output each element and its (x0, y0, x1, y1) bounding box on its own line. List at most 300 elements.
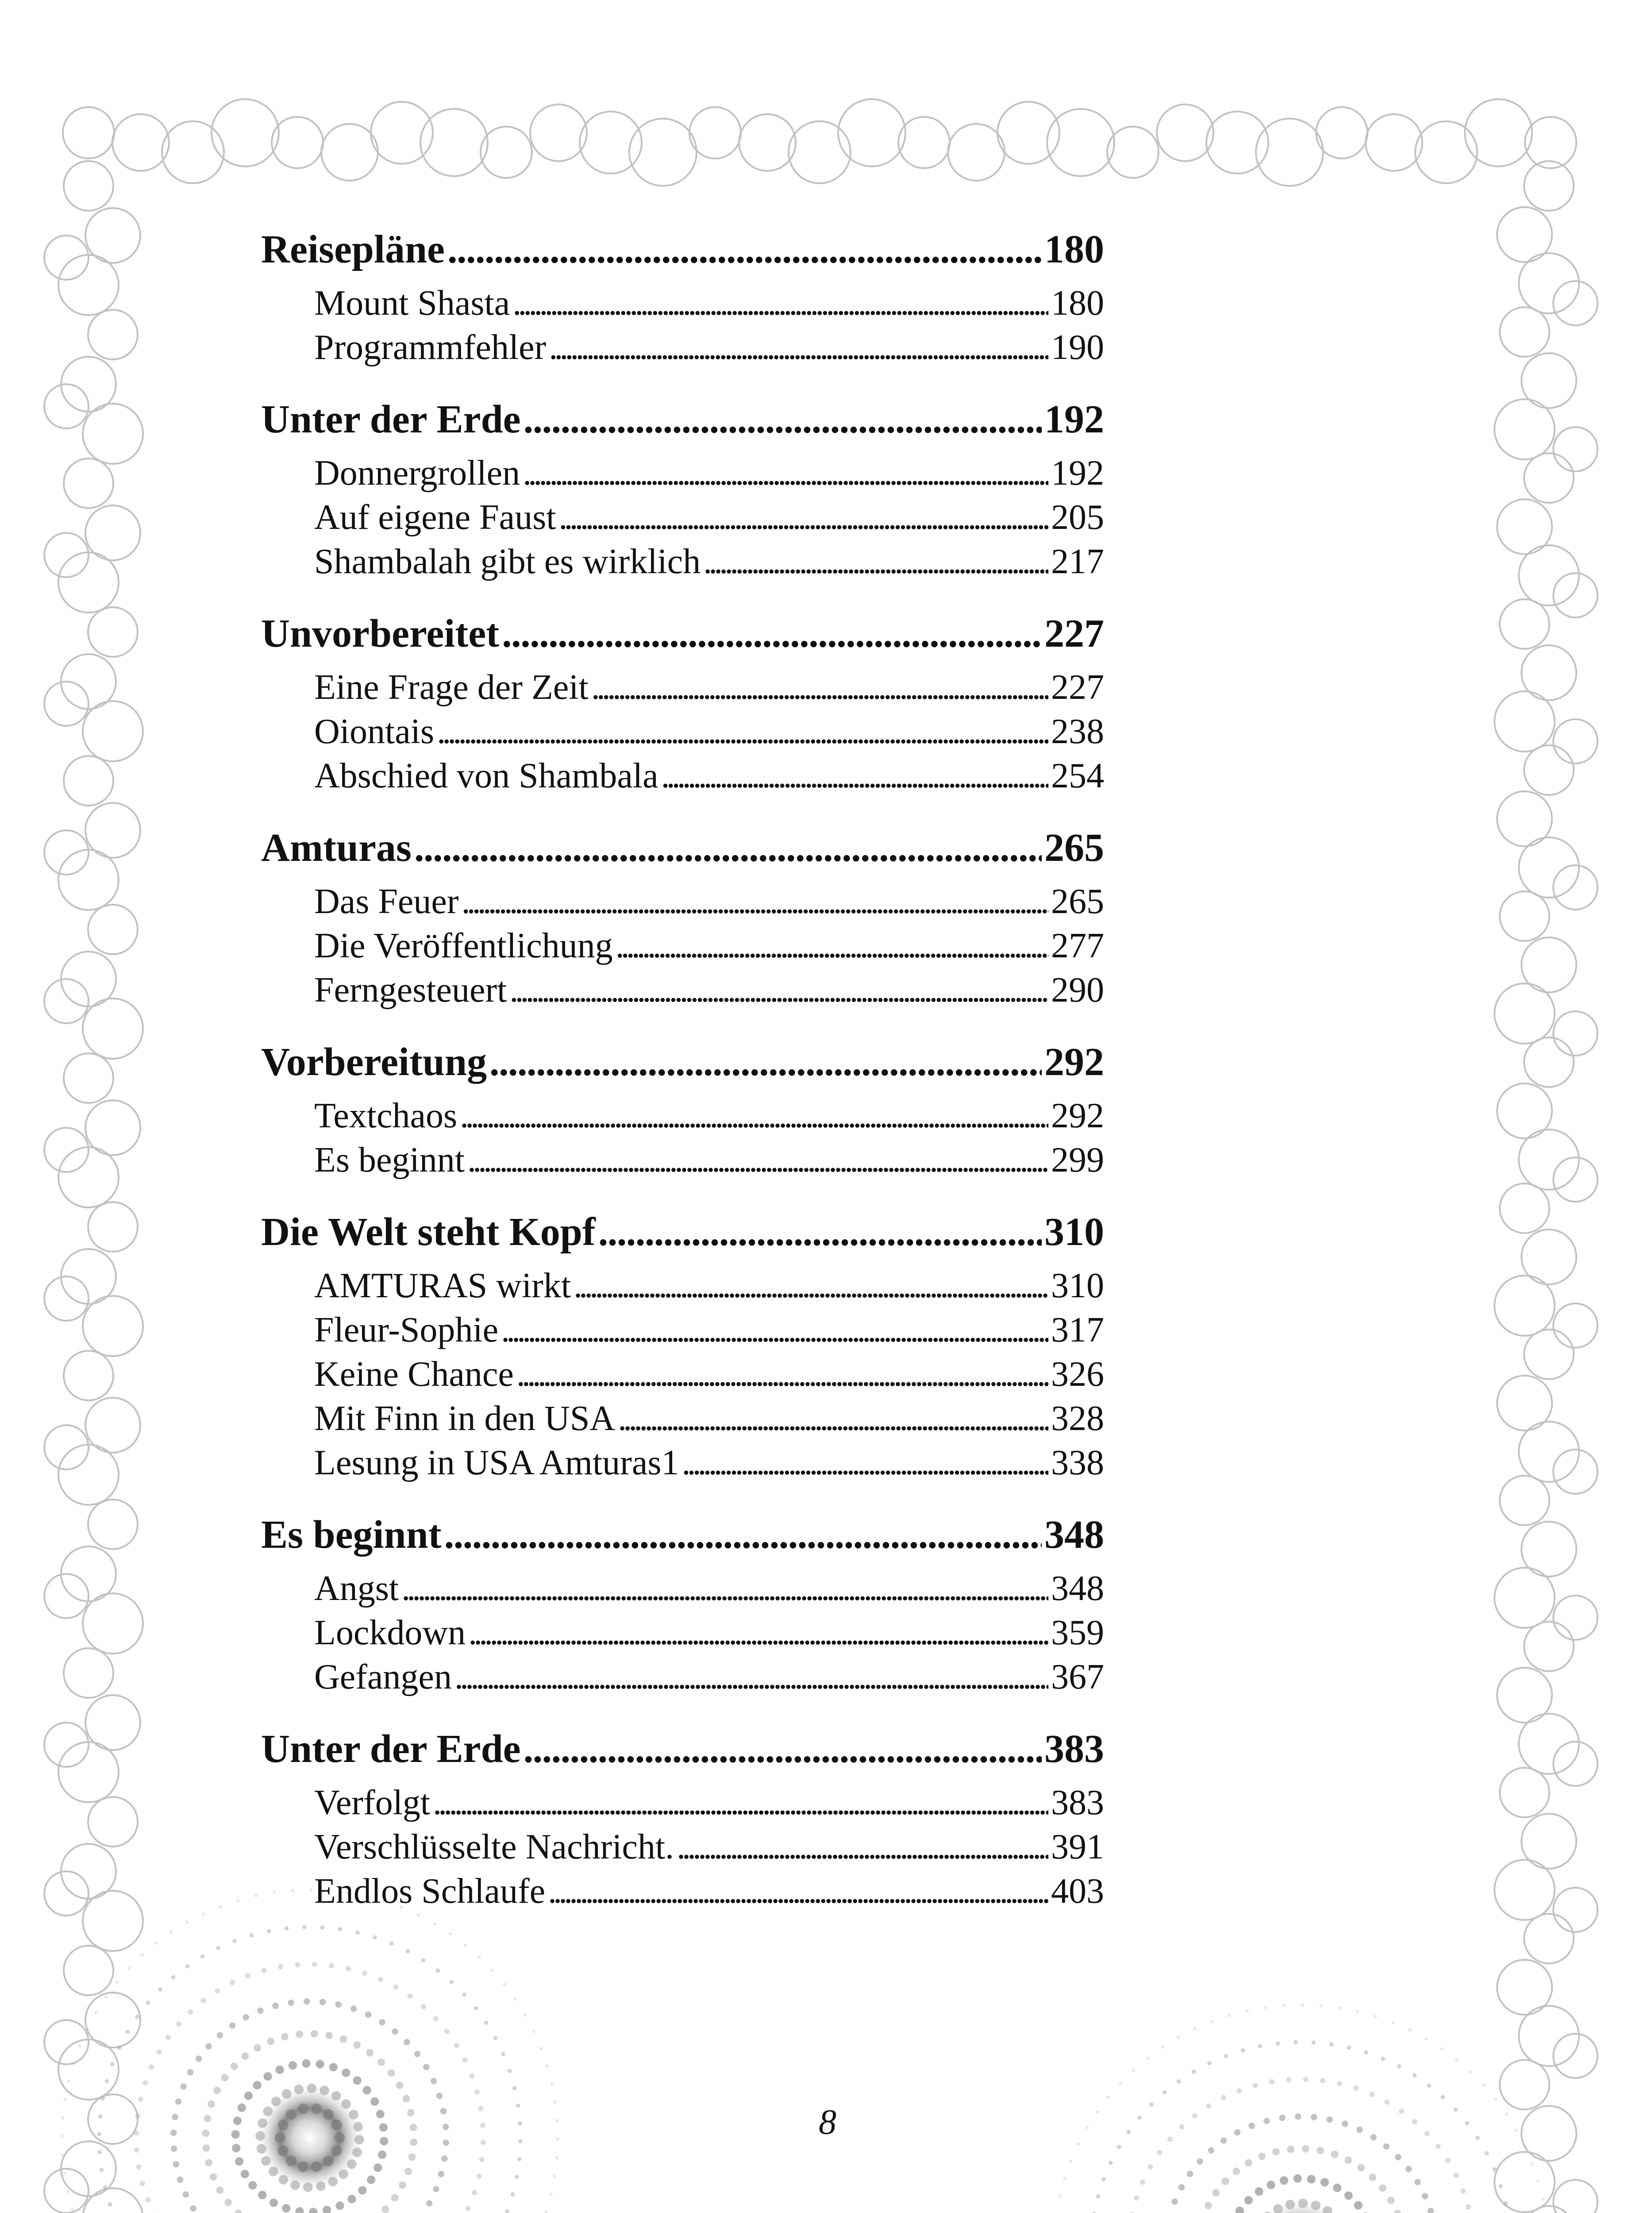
toc-leader-dots (598, 1206, 1042, 1258)
mandala-dot (1364, 2050, 1368, 2055)
mandala-dot (100, 2168, 104, 2172)
toc-entry-title: Keine Chance (314, 1355, 514, 1394)
border-circle (1256, 119, 1323, 186)
mandala-dot (1192, 2113, 1198, 2118)
mandala-dot (185, 1921, 189, 1924)
toc-entry-title: Abschied von Shambala (314, 756, 658, 795)
mandala-dot (1117, 2145, 1121, 2149)
page-number: 8 (819, 2103, 836, 2142)
mandala-dot (1347, 2046, 1351, 2050)
toc-entry (314, 325, 1104, 370)
border-circle (689, 107, 741, 158)
mandala-dot (431, 2078, 437, 2084)
mandala-dot (196, 2055, 202, 2062)
mandala-dot (244, 2092, 253, 2100)
mandala-dot (1333, 2184, 1341, 2192)
border-circle (1494, 1276, 1555, 1336)
toc-entry-page: 299 (1051, 1141, 1104, 1180)
mandala-dot (277, 2120, 288, 2130)
border-circle (1494, 2152, 1555, 2212)
toc-chapter (261, 608, 1104, 798)
mandala-dot (334, 2132, 345, 2143)
mandala-dot (358, 2186, 366, 2194)
mandala-dot (1317, 2147, 1324, 2154)
toc-leader-dots (468, 1611, 1048, 1655)
border-circle (1494, 983, 1555, 1044)
toc-entry-page: 180 (1051, 284, 1104, 323)
toc-chapter (261, 393, 1104, 584)
mandala-dot (410, 2124, 417, 2131)
toc-entry-page: 190 (1051, 328, 1104, 367)
mandala-dot (282, 2089, 292, 2099)
mandala-dot (1171, 2198, 1178, 2205)
toc-entry-page: 217 (1051, 542, 1104, 581)
mandala-dot (380, 2137, 388, 2145)
mandala-dot (1541, 2198, 1544, 2201)
mandala-dot (203, 2144, 210, 2152)
border-circle (272, 117, 323, 168)
border-circle (64, 1053, 113, 1103)
mandala-dot (354, 2135, 364, 2144)
toc-entry-title: Lesung in USA Amturas1 (314, 1443, 679, 1482)
border-circle (1497, 207, 1552, 262)
mandala-dot (311, 2030, 318, 2038)
mandala-dot (298, 2103, 308, 2114)
mandala-dot (1337, 2081, 1342, 2086)
border-circle (44, 1276, 89, 1321)
mandala-center (255, 2083, 364, 2192)
border-circle (1519, 837, 1579, 898)
mandala-dot (288, 2000, 294, 2006)
mandala-dot (550, 2082, 553, 2086)
mandala-dot (1244, 2196, 1253, 2205)
border-circle (83, 2188, 143, 2213)
border-circle (789, 121, 851, 183)
border-circle (1524, 1914, 1574, 1963)
toc-entry-title: Mount Shasta (314, 284, 510, 323)
mandala-dot (1221, 2137, 1227, 2144)
toc-entry-page: 254 (1051, 756, 1104, 795)
mandala-dot (1369, 2174, 1376, 2181)
mandala-dot (378, 1977, 383, 1982)
mandala-dot (1101, 2177, 1106, 2182)
mandala-dot (392, 2028, 398, 2035)
border-circle (1497, 791, 1552, 846)
mandala-dot (329, 1963, 334, 1968)
mandala-dot (188, 2009, 193, 2014)
mandala-dot (277, 2145, 288, 2156)
mandala-dot (1236, 2088, 1242, 2093)
mandala-dot (1096, 2194, 1101, 2198)
toc-entry (314, 281, 1104, 325)
mandala-dot (104, 1995, 107, 1998)
toc-entry (314, 1094, 1104, 1138)
border-circle (1553, 2180, 1598, 2213)
mandala-dot (379, 2123, 388, 2132)
mandala-dot (399, 2181, 406, 2189)
mandala-dot (134, 2130, 139, 2136)
mandala-dot (316, 2060, 324, 2068)
toc-entry (314, 1308, 1104, 1352)
border-circle (1519, 1130, 1579, 1190)
mandala-dot (1224, 2054, 1228, 2059)
mandala-dot (550, 2193, 553, 2196)
toc-leader-dots (677, 1825, 1048, 1869)
mandala-dot (1436, 2144, 1441, 2149)
mandala-dot (1178, 2184, 1185, 2190)
border-circle (1553, 2034, 1598, 2078)
mandala-dot (1320, 2078, 1325, 2083)
mandala-dot (1455, 2059, 1458, 2062)
mandala-dot (1381, 2057, 1385, 2061)
mandala-dot (1338, 2006, 1341, 2009)
mandala-dot (1453, 2108, 1458, 2112)
mandala-dot (350, 2005, 357, 2012)
toc-chapter-page: 310 (1044, 1210, 1104, 1254)
toc-entry-title: Auf eigene Faust (314, 498, 556, 537)
mandala-dot (316, 2181, 326, 2191)
toc-entry (314, 665, 1104, 709)
mandala-dot (1422, 2193, 1428, 2199)
mandala-dot (479, 2157, 485, 2162)
mandala-dot (1485, 2151, 1489, 2155)
mandala-dot (1179, 2124, 1185, 2129)
toc-entry-page: 277 (1051, 926, 1104, 965)
toc-entry-page: 317 (1051, 1311, 1104, 1349)
mandala-dot (518, 2139, 523, 2144)
border-circle (85, 505, 140, 560)
mandala-dot (366, 2049, 374, 2056)
border-circle (420, 109, 488, 176)
border-circle (1519, 1714, 1579, 1774)
toc-entry-page: 205 (1051, 498, 1104, 537)
mandala-dot (202, 2129, 210, 2137)
mandala-dot (396, 2082, 404, 2089)
mandala-dot (421, 2004, 426, 2009)
mandala-dot (1269, 2079, 1275, 2085)
border-circle (1524, 1037, 1574, 1087)
mandala-dot (1441, 2095, 1445, 2099)
border-circle (44, 1723, 89, 1767)
border-circle (64, 161, 113, 211)
border-circle (1519, 1422, 1579, 1482)
mandala-dot (63, 2098, 66, 2101)
mandala-dot (302, 2059, 311, 2068)
mandala-dot (1387, 2197, 1395, 2204)
border-circle (44, 384, 89, 428)
mandala-center (1247, 2198, 1355, 2213)
mandala-dot (1408, 2028, 1411, 2032)
mandala-dot (532, 2030, 535, 2033)
border-circle (88, 1202, 138, 1252)
border-circle (1521, 2106, 1576, 2161)
border-circle (63, 107, 114, 158)
toc-leader-dots (501, 1308, 1048, 1352)
border-circle (85, 208, 140, 263)
mandala-dot (410, 2139, 418, 2146)
mandala-dot (296, 2031, 303, 2038)
mandala-dot (117, 2046, 122, 2050)
mandala-dot (408, 1993, 413, 1999)
border-circle (1465, 99, 1532, 166)
mandala-dot (1148, 2164, 1153, 2170)
mandala-dot (98, 2114, 103, 2119)
border-circle (1497, 1376, 1552, 1430)
mandala-dot (1086, 2126, 1089, 2129)
border-circle (1553, 573, 1598, 617)
mandala-dot (1221, 2095, 1226, 2100)
mandala-dot (1132, 2069, 1135, 2072)
mandala-dot (1119, 2082, 1122, 2085)
mandala-dot (501, 2052, 505, 2057)
mandala-dot (254, 1894, 258, 1897)
mandala-dot (1353, 2086, 1359, 2091)
border-circle (1553, 1303, 1598, 1348)
mandala-dot (508, 2069, 512, 2073)
mandala-dot (134, 2147, 139, 2153)
mandala-dot (1369, 2092, 1375, 2097)
mandala-dot (1177, 2079, 1181, 2084)
mandala-dot (555, 2156, 558, 2159)
border-circle (1157, 104, 1213, 161)
toc-entry-title: Die Veröffentlichung (314, 926, 613, 965)
mandala-dot (1492, 2167, 1497, 2172)
border-circle (61, 2141, 116, 2196)
mandala-dot (1505, 2113, 1508, 2116)
mandala-dot (78, 2044, 81, 2047)
toc-chapter-heading (261, 1206, 1104, 1258)
border-circle (1494, 1568, 1555, 1628)
mandala-dot (97, 2132, 101, 2136)
mandala-dot (1311, 2040, 1316, 2045)
mandala-dot (478, 1955, 481, 1959)
mandala-dot (253, 2081, 262, 2090)
mandala-dot (221, 2074, 228, 2082)
mandala-dot (1208, 2147, 1214, 2153)
mandala-dot (172, 2114, 178, 2120)
mandala-dot (1425, 2037, 1428, 2040)
border-circle (1553, 281, 1598, 325)
mandala-dot (1163, 2090, 1167, 2095)
mandala-dot (1319, 2004, 1322, 2007)
mandala-dot (403, 2095, 410, 2102)
mandala-dot (1323, 2206, 1332, 2213)
border-circle (1494, 691, 1555, 752)
mandala-dot (365, 2012, 371, 2018)
mandala-dot (1321, 2178, 1329, 2186)
border-circle (44, 682, 89, 726)
toc-entry (314, 1352, 1104, 1396)
mandala-dot (1149, 2102, 1154, 2107)
mandala-dot (1356, 2127, 1363, 2133)
mandala-dot (553, 2174, 556, 2178)
mandala-dot (1207, 2061, 1212, 2066)
mandala-dot (175, 2098, 181, 2105)
mandala-dot (295, 1962, 300, 1967)
border-circle (88, 310, 138, 359)
mandala-dot (205, 2159, 212, 2167)
mandala-dot (1279, 2115, 1285, 2121)
border-circle (1553, 865, 1598, 910)
border-circle (1500, 891, 1549, 941)
mandala-dot (1263, 2118, 1270, 2124)
mandala-dot (1058, 2195, 1061, 2198)
toc-chapter-heading (261, 224, 1104, 276)
mandala-dot (187, 2069, 193, 2075)
mandala-dot (275, 2132, 285, 2143)
mandala-dot (145, 2197, 150, 2202)
mandala-dot (170, 2130, 177, 2136)
mandala-dot (518, 2121, 522, 2126)
mandala-dot (491, 1969, 494, 1972)
border-circle (1497, 1083, 1552, 1138)
mandala-dot (278, 1964, 283, 1970)
mandala-dot (1234, 2129, 1240, 2136)
toc-leader-dots (516, 1352, 1048, 1396)
toc-chapter-page: 348 (1044, 1513, 1104, 1557)
mandala-dot (1246, 2009, 1249, 2013)
mandala-dot (1301, 2003, 1304, 2006)
border-circle (1524, 161, 1574, 211)
mandala-dot (443, 2140, 449, 2146)
mandala-dot (556, 2138, 559, 2141)
toc-leader-dots (401, 1566, 1048, 1611)
mandala-dot (320, 1999, 326, 2005)
mandala-dot (1137, 2116, 1142, 2120)
mandala-dot (1466, 2205, 1471, 2210)
toc-chapter-page: 292 (1044, 1040, 1104, 1084)
border-circle (997, 102, 1059, 164)
border-circle (58, 552, 119, 613)
border-circle (61, 1249, 116, 1304)
mandala-dot (1523, 2145, 1526, 2148)
mandala-dot (440, 2108, 447, 2114)
mandala-dot (166, 2035, 171, 2040)
toc-leader-dots (433, 1781, 1048, 1825)
border-circle (838, 99, 905, 166)
mandala-dot (462, 2058, 468, 2063)
toc-chapter-heading (261, 1723, 1104, 1775)
toc-entry-page: 338 (1051, 1443, 1104, 1482)
mandala-dot (142, 2080, 148, 2086)
toc-entry-page: 391 (1051, 1827, 1104, 1866)
mandala-dot (1298, 2198, 1308, 2208)
toc-entry-title: Textchaos (314, 1096, 458, 1135)
mandala-dot (97, 2150, 102, 2155)
toc-entry-title: Eine Frage der Zeit (314, 668, 589, 707)
toc-chapter-title: Unter der Erde (261, 397, 521, 441)
border-circle (1519, 545, 1579, 605)
mandala-dot (331, 2145, 342, 2156)
mandala-dot (257, 2008, 263, 2014)
mandala-dot (219, 1905, 222, 1908)
border-circle (948, 124, 1005, 181)
toc-chapter-page: 265 (1044, 826, 1104, 870)
mandala-dot (1095, 2110, 1098, 2113)
toc-chapter-heading (261, 608, 1104, 660)
toc-entry-page: 383 (1051, 1783, 1104, 1822)
toc-leader-dots (462, 879, 1048, 924)
border-circle (1500, 1768, 1549, 1817)
mandala-dot (1354, 2201, 1363, 2209)
border-circle (1500, 1476, 1549, 1525)
mandala-dot (433, 2016, 439, 2021)
border-circle (44, 533, 89, 577)
mandala-dot (1161, 2046, 1164, 2049)
mandala-dot (407, 2109, 415, 2117)
toc-entry (314, 924, 1104, 968)
mandala-dot (258, 2118, 267, 2128)
mandala-dot (312, 1962, 317, 1967)
mandala-dot (270, 2198, 278, 2207)
mandala-dot (1212, 2189, 1220, 2197)
border-circle (1497, 1668, 1552, 1723)
mandala-dot (1413, 2073, 1417, 2078)
border-circle (83, 1593, 143, 1654)
mandala-dot (304, 1998, 310, 2005)
mandala-dot (171, 2145, 177, 2151)
toc-chapter-page: 192 (1044, 397, 1104, 441)
toc-chapter (261, 1509, 1104, 1699)
mandala-dot (135, 2113, 140, 2119)
toc-entry (314, 1655, 1104, 1699)
mandala-dot (103, 2185, 108, 2190)
toc-entry-title: Es beginnt (314, 1141, 465, 1180)
toc-chapter-heading (261, 1509, 1104, 1561)
mandala-dot (1384, 2099, 1390, 2105)
mandala-dot (1282, 2004, 1286, 2007)
mandala-dot (450, 1980, 454, 1984)
mandala-dot (1272, 2148, 1280, 2155)
toc-entry-title: Mit Finn in den USA (314, 1399, 616, 1438)
border-circle (1107, 127, 1159, 178)
mandala-dot (1440, 2047, 1443, 2050)
border-circle (44, 830, 89, 875)
border-circle (1500, 1184, 1549, 1233)
border-circle (1525, 117, 1576, 168)
border-circle (1521, 353, 1576, 408)
border-circle (371, 102, 433, 164)
toc-leader-dots (489, 1036, 1042, 1088)
mandala-dot (216, 1946, 220, 1951)
mandala-dot (1379, 2184, 1386, 2192)
mandala-dot (1414, 2179, 1421, 2185)
mandala-dot (1482, 2084, 1485, 2087)
mandala-dot (275, 2066, 284, 2074)
mandala-dot (224, 2199, 232, 2206)
mandala-dot (462, 1993, 466, 1997)
border-circle (88, 1797, 138, 1847)
mandala-dot (183, 2191, 189, 2198)
mandala-dot (1187, 2171, 1193, 2177)
toc-chapter (261, 1206, 1104, 1485)
mandala-dot (217, 2032, 223, 2038)
toc-chapter-heading (261, 822, 1104, 874)
mandala-dot (1504, 2201, 1508, 2205)
mandala-dot (155, 1942, 158, 1945)
mandala-dot (245, 1973, 250, 1978)
mandala-dot (215, 1988, 220, 1993)
border-circle (321, 124, 378, 181)
border-circle (64, 1946, 113, 1995)
mandala-dot (1294, 2040, 1298, 2044)
mandala-dot (1357, 2164, 1365, 2171)
toc-chapter-title: Unvorbereitet (261, 612, 500, 655)
mandala-dot (1273, 2204, 1283, 2213)
border-circle (1497, 499, 1552, 554)
mandala-dot (1469, 2070, 1472, 2074)
mandala-dot (126, 2030, 130, 2034)
